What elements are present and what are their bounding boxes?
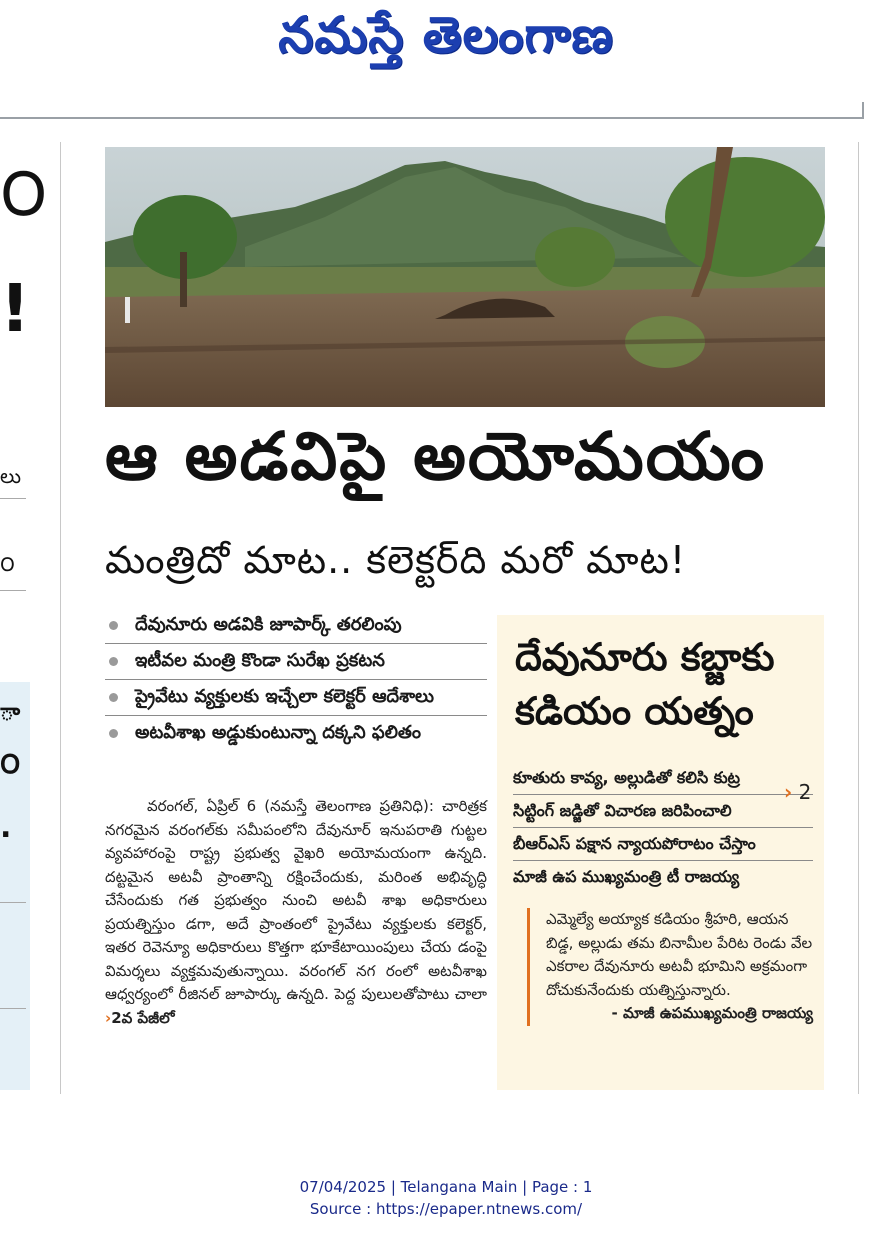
sidebar-page-number: 2: [798, 780, 812, 804]
header-divider-tick: [862, 102, 864, 118]
fragment-glyph: .: [0, 810, 12, 845]
sidebar-point: మాజీ ఉప ముఖ్యమంత్రి టీ రాజయ్య: [513, 867, 740, 886]
sidebar-point: సిట్టింగ్‌ జడ్జితో విచారణ జరిపించాలి: [513, 795, 813, 828]
fragment-glyph: ౦: [0, 552, 15, 577]
bullet-icon: [109, 657, 118, 666]
highlight-text: ఇటీవల మంత్రి కొండా సురేఖ ప్రకటన: [135, 650, 385, 671]
footer-edition-info: 07/04/2025 | Telangana Main | Page : 1: [299, 1178, 593, 1196]
sidebar-title: [515, 630, 815, 738]
column-divider: [60, 142, 61, 1094]
adjacent-article-fragment: [0, 120, 48, 1100]
quote-attribution: - మాజీ ఉపముఖ్యమంత్రి రాజయ్య: [611, 1004, 813, 1022]
highlight-item: [105, 680, 487, 716]
header-divider: [0, 117, 864, 119]
fragment-glyph: ౦: [0, 150, 48, 232]
fragment-rule: [0, 902, 26, 903]
sidebar-point: బీఆర్‌ఎస్‌ పక్షాన న్యాయపోరాటం చేస్తాం: [513, 828, 813, 861]
highlight-item: [105, 608, 487, 644]
bullet-icon: [109, 621, 118, 630]
sidebar-page-ref[interactable]: [784, 780, 811, 804]
headline: ఆ అడవిపై అయోమయం: [105, 418, 767, 495]
fragment-glyph: !: [0, 270, 31, 347]
page-footer: [0, 1176, 892, 1220]
fragment-rule: [0, 590, 26, 591]
fragment-glyph: ా: [0, 698, 21, 726]
continued-arrow-icon: ›: [105, 1008, 112, 1027]
fragment-rule: [0, 498, 26, 499]
article-body-text: వరంగల్‌, ఏప్రిల్‌ 6 (నమస్తే తెలంగాణ ప్రతినిధి): చారిత్రక నగరమైన వరంగల్‌కు సమీపంలోని దేవునూర్‌ ఇనుపరాతి గుట్టల వ్యవహారంపై రాష్ట్ర ప్రభుత్వ వైఖరి అయోమయంగా ఉన్నది. దట్టమైన అటవీ ప్రాంతాన్ని రక్షించేందుకు, మరింత అభివృద్ధి చేసేందుకు గత ప్రభుత్వం నుంచి అటవీ శాఖ అధికారులు ప్రయత్నిస్తుం డగా, అదే ప్రాంతంలో ప్రైవేటు వ్యక్తులకు కలెక్టర్‌, ఇతర రెవెన్యూ అధికారులు కొత్తగా భూకేటాయింపులు చేయ డంపై విమర్శలు వ్యక్తమవుతున్నాయి. వరంగల్‌ నగ రంలో అటవీశాఖ ఆధ్వర్యంలో రీజినల్‌ జూపార్కు ఉన్నది. పెద్ద పులులతోపాటు చాలా: [105, 797, 487, 1003]
quote-text: ఎమ్మెల్యే అయ్యాక కడియం శ్రీహరి, ఆయన బిడ్డ, అల్లుడు తమ బినామీల పేరిట రెండు వేల ఎకరాల దేవునూరు అటవీ భూమిని అక్రమంగా దోచుకునేందుకు యత్నిస్తున్నారు.: [546, 910, 813, 999]
subheadline: మంత్రిదో మాట.. కలెక్టర్‌ది మరో మాట!: [105, 538, 687, 582]
sidebar-point: కూతురు కావ్య, అల్లుడితో కలిసి కుట్ర: [513, 762, 813, 795]
continued-on-page-link[interactable]: 2వ పేజీలో: [111, 1008, 175, 1027]
highlight-item: [105, 716, 487, 752]
masthead: [0, 0, 892, 82]
sidebar-title-line: దేవునూరు కబ్జాకు: [515, 635, 775, 679]
bullet-icon: [109, 693, 118, 702]
fragment-rule: [0, 1008, 26, 1009]
quote-block: [527, 908, 817, 1026]
highlight-list: [105, 608, 487, 752]
highlight-item: [105, 644, 487, 680]
newspaper-logo: నమస్తే తెలంగాణ: [278, 6, 614, 64]
highlight-text: ప్రైవేటు వ్యక్తులకు ఇచ్చేలా కలెక్టర్‌ ఆదేశాలు: [135, 686, 435, 707]
bullet-icon: [109, 729, 118, 738]
sidebar-points: [513, 762, 813, 894]
forest-hill-photo: [105, 147, 825, 407]
column-divider: [858, 142, 859, 1094]
fragment-glyph: లు: [0, 464, 22, 488]
fragment-glyph: ౦: [0, 746, 21, 781]
highlight-text: అటవీశాఖ అడ్డుకుంటున్నా దక్కని ఫలితం: [135, 722, 422, 743]
footer-source-link[interactable]: Source : https://epaper.ntnews.com/: [309, 1200, 583, 1218]
article-body: [105, 795, 487, 1030]
highlight-text: దేవునూరు అడవికి జూపార్క్‌ తరలింపు: [135, 614, 402, 635]
fragment-box: [0, 682, 30, 1090]
continued-arrow-icon: ›: [784, 780, 793, 804]
sidebar-title-line: కడియం యత్నం: [515, 689, 754, 733]
